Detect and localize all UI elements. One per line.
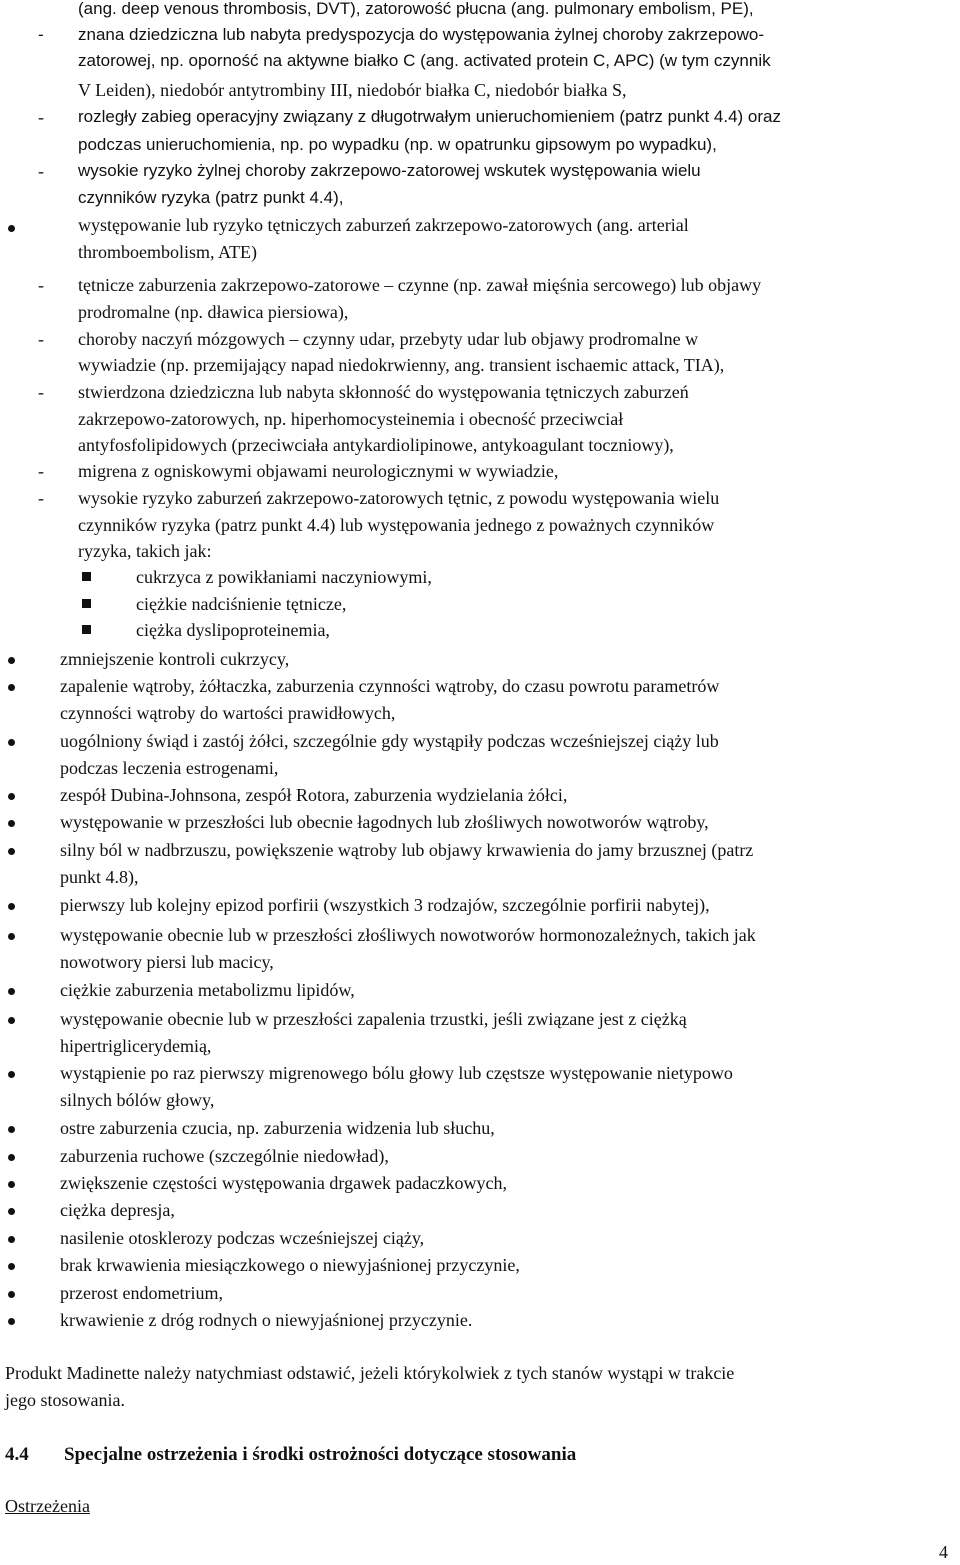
text-line: choroby naczyń mózgowych – czynny udar, przebyty udar lub objawy prodromalne w [78,329,699,349]
text-line: thromboembolism, ATE) [78,242,257,262]
bullet-icon [8,1071,15,1078]
page-number: 4 [939,1542,948,1562]
text-line: występowanie lub ryzyko tętniczych zaburzeń zakrzepowo-zatorowych (ang. arterial [78,215,689,235]
text-line: zwiększenie częstości występowania drgawek padaczkowych, [60,1173,507,1193]
bullet-icon [8,684,15,691]
text-line: ciężka dyslipoproteinemia, [136,620,330,640]
text-line: (ang. deep venous thrombosis, DVT), zatorowość płucna (ang. pulmonary embolism, PE), [78,0,754,18]
bullet-icon [8,1208,15,1215]
square-bullet-icon [82,572,91,581]
text-line: czynników ryzyka (patrz punkt 4.4), [78,188,344,207]
text-line: stwierdzona dziedziczna lub nabyta skłonność do występowania tętniczych zaburzeń [78,382,689,402]
text-line: nasilenie otosklerozy podczas wcześniejszej ciąży, [60,1228,425,1248]
bullet-icon [8,793,15,800]
text-line: pierwszy lub kolejny epizod porfirii (wszystkich 3 rodzajów, szczególnie porfirii nabytej), [60,895,710,915]
text-line: migrena z ogniskowymi objawami neurologicznymi w wywiadzie, [78,461,559,481]
bullet-icon [8,1263,15,1270]
bullet-icon [8,1017,15,1024]
text-line: znana dziedziczna lub nabyta predyspozycja do występowania żylnej choroby zakrzepowo- [78,25,765,44]
section-number: 4.4 [5,1444,29,1465]
text-line: ostre zaburzenia czucia, np. zaburzenia widzenia lub słuchu, [60,1118,495,1138]
text-line: wysokie ryzyko zaburzeń zakrzepowo-zatorowych tętnic, z powodu występowania wielu [78,488,720,508]
text-line: hipertriglicerydemią, [60,1036,212,1056]
text-line: podczas unieruchomienia, np. po wypadku (np. w opatrunku gipsowym po wypadku), [78,135,717,154]
paragraph-line: jego stosowania. [5,1390,125,1410]
list-dash: - [38,275,44,295]
list-dash: - [38,488,44,508]
text-line: prodromalne (np. dławica piersiowa), [78,302,349,322]
list-dash: - [38,329,44,349]
text-line: punkt 4.8), [60,867,139,887]
text-line: zapalenie wątroby, żółtaczka, zaburzenia czynności wątroby, do czasu powrotu parametrów [60,676,720,696]
text-line: ciężkie nadciśnienie tętnicze, [136,594,347,614]
text-line: ciężkie zaburzenia metabolizmu lipidów, [60,980,355,1000]
section-title: Specjalne ostrzeżenia i środki ostrożności dotyczące stosowania [64,1444,577,1465]
bullet-icon [8,657,15,664]
bullet-icon [8,1154,15,1161]
text-line: tętnicze zaburzenia zakrzepowo-zatorowe – czynne (np. zawał mięśnia sercowego) lub objawy [78,275,762,295]
bullet-icon [8,903,15,910]
square-bullet-icon [82,599,91,608]
text-line: V Leiden), niedobór antytrombiny III, niedobór białka C, niedobór białka S, [78,80,627,100]
text-line: cukrzyca z powikłaniami naczyniowymi, [136,567,432,587]
list-dash: - [38,25,44,44]
text-line: ryzyka, takich jak: [78,541,212,561]
text-line: zaburzenia ruchowe (szczególnie niedowład), [60,1146,389,1166]
bullet-icon [8,1236,15,1243]
text-line: czynników ryzyka (patrz punkt 4.4) lub występowania jednego z poważnych czynników [78,515,715,535]
text-line: silnych bólów głowy, [60,1090,215,1110]
text-line: wywiadzie (np. przemijający napad niedokrwienny, ang. transient ischaemic attack, TIA), [78,355,725,375]
text-line: rozległy zabieg operacyjny związany z długotrwałym unieruchomieniem (patrz punkt 4.4) oraz [78,107,781,126]
bullet-icon [8,225,15,232]
text-line: przerost endometrium, [60,1283,223,1303]
bullet-icon [8,1318,15,1325]
bullet-icon [8,933,15,940]
bullet-icon [8,1126,15,1133]
text-line: podczas leczenia estrogenami, [60,758,279,778]
text-line: brak krwawienia miesiączkowego o niewyjaśnionej przyczynie, [60,1255,520,1275]
list-dash: - [38,107,44,127]
text-line: ciężka depresja, [60,1200,175,1220]
list-dash: - [38,382,44,402]
text-line: czynności wątroby do wartości prawidłowych, [60,703,396,723]
bullet-icon [8,848,15,855]
bullet-icon [8,739,15,746]
text-line: antyfosfolipidowych (przeciwciała antykardiolipinowe, antykoagulant toczniowy), [78,435,674,455]
text-line: nowotwory piersi lub macicy, [60,952,274,972]
bullet-icon [8,1181,15,1188]
subheading: Ostrzeżenia [5,1496,90,1516]
paragraph-line: Produkt Madinette należy natychmiast odstawić, jeżeli którykolwiek z tych stanów wystąpi w trakcie [5,1363,735,1383]
text-line: silny ból w nadbrzuszu, powiększenie wątroby lub objawy krwawienia do jamy brzusznej (patrz [60,840,754,860]
text-line: zakrzepowo-zatorowych, np. hiperhomocysteinemia i obecność przeciwciał [78,409,624,429]
text-line: zespół Dubina-Johnsona, zespół Rotora, zaburzenia wydzielania żółci, [60,785,568,805]
text-line: krwawienie z dróg rodnych o niewyjaśnionej przyczynie. [60,1310,473,1330]
text-line: wysokie ryzyko żylnej choroby zakrzepowo-zatorowej wskutek występowania wielu [78,161,701,180]
text-line: występowanie obecnie lub w przeszłości złośliwych nowotworów hormonozależnych, takich jak [60,925,756,945]
square-bullet-icon [82,625,91,634]
bullet-icon [8,1291,15,1298]
text-line: zmniejszenie kontroli cukrzycy, [60,649,290,669]
text-line: wystąpienie po raz pierwszy migrenowego bólu głowy lub częstsze występowanie nietypowo [60,1063,733,1083]
text-line: zatorowej, np. oporność na aktywne białko C (ang. activated protein C, APC) (w tym czynnik [78,51,771,70]
list-dash: - [38,161,44,181]
list-dash: - [38,461,44,481]
bullet-icon [8,820,15,827]
text-line: uogólniony świąd i zastój żółci, szczególnie gdy wystąpiły podczas wcześniejszej ciąży lub [60,731,719,751]
bullet-icon [8,988,15,995]
text-line: występowanie w przeszłości lub obecnie łagodnych lub złośliwych nowotworów wątroby, [60,812,709,832]
text-line: występowanie obecnie lub w przeszłości zapalenia trzustki, jeśli związane jest z ciężką [60,1009,687,1029]
